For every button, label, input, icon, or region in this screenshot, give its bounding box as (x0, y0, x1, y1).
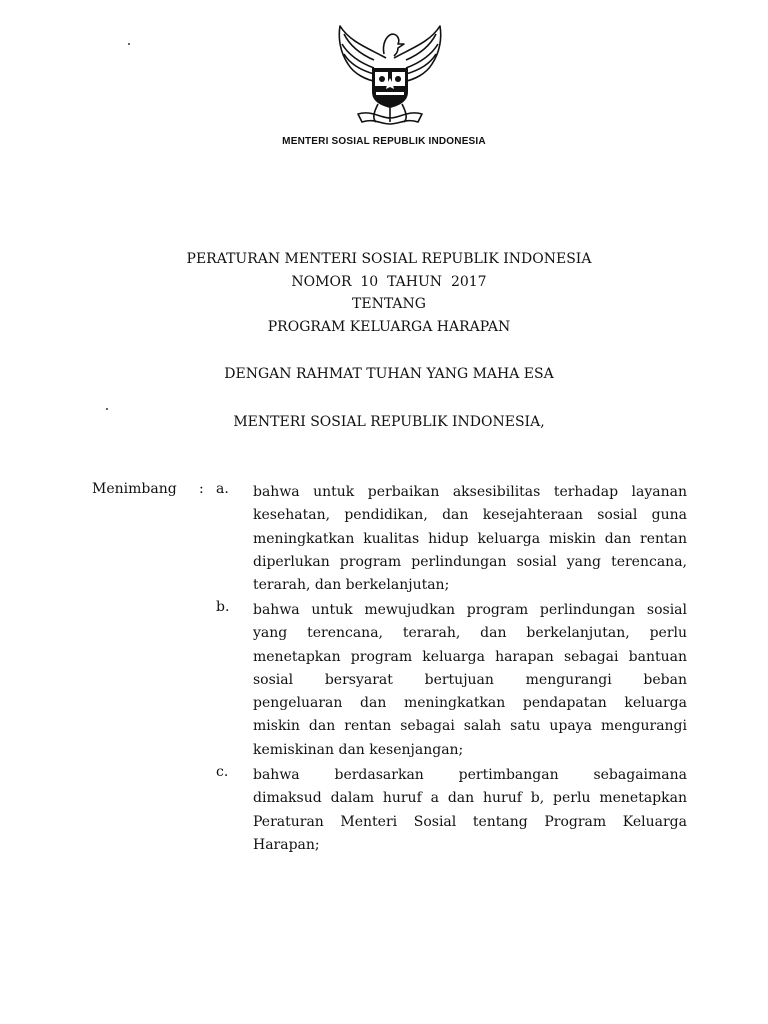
text-line: diperlukan program perlindungan sosial yang terencana, (253, 553, 687, 570)
regulation-title (0, 248, 768, 338)
text-line: miskin dan rentan sebagai salah satu upaya mengurangi (253, 718, 687, 735)
text-line: terarah, dan berkelanjutan; (253, 577, 450, 594)
text-line: kemiskinan dan kesenjangan; (253, 741, 464, 758)
text-line: meningkatkan kualitas hidup keluarga miskin dan rentan (253, 530, 687, 547)
scan-speck (128, 43, 130, 45)
item-b-letter: b. (216, 599, 230, 615)
text-line: kesehatan, pendidikan, dan kesejahteraan sosial guna (253, 507, 687, 524)
text-line: bahwa untuk mewujudkan program perlindungan sosial (253, 602, 687, 618)
title-line-2: NOMOR 10 TAHUN 2017 (291, 273, 487, 290)
garuda-emblem-icon (328, 18, 452, 130)
ministry-header: MENTERI SOSIAL REPUBLIK INDONESIA (282, 136, 486, 147)
text-line: bahwa untuk perbaikan aksesibilitas terhadap layanan (253, 484, 687, 500)
text-line: pengeluaran dan meningkatkan pendapatan keluarga (253, 695, 687, 712)
scan-speck (106, 408, 108, 410)
item-c-letter: c. (216, 764, 229, 780)
item-a-letter: a. (216, 481, 229, 497)
item-b-text (253, 599, 687, 762)
item-c-text (253, 764, 687, 857)
text-line: dimaksud dalam huruf a dan huruf b, perlu menetapkan (253, 790, 687, 807)
title-line-4: PROGRAM KELUARGA HARAPAN (267, 318, 511, 335)
item-a-text (253, 481, 687, 597)
considering-colon: : (199, 481, 204, 497)
text-line: Harapan; (253, 836, 320, 853)
text-line: bahwa berdasarkan pertimbangan sebagaimana (253, 767, 687, 783)
title-line-1: PERATURAN MENTERI SOSIAL REPUBLIK INDONESIA (186, 251, 592, 267)
considering-label: Menimbang (92, 481, 177, 497)
text-line: yang terencana, terarah, dan berkelanjutan, perlu (253, 625, 687, 642)
text-line: menetapkan program keluarga harapan sebagai bantuan (253, 648, 687, 665)
text-line: Peraturan Menteri Sosial tentang Program Keluarga (253, 813, 687, 830)
invocation: DENGAN RAHMAT TUHAN YANG MAHA ESA (224, 366, 554, 382)
title-line-3: TENTANG (352, 296, 426, 312)
minister-heading: MENTERI SOSIAL REPUBLIK INDONESIA, (233, 414, 545, 430)
text-line: sosial bersyarat bertujuan mengurangi beban (253, 671, 687, 688)
